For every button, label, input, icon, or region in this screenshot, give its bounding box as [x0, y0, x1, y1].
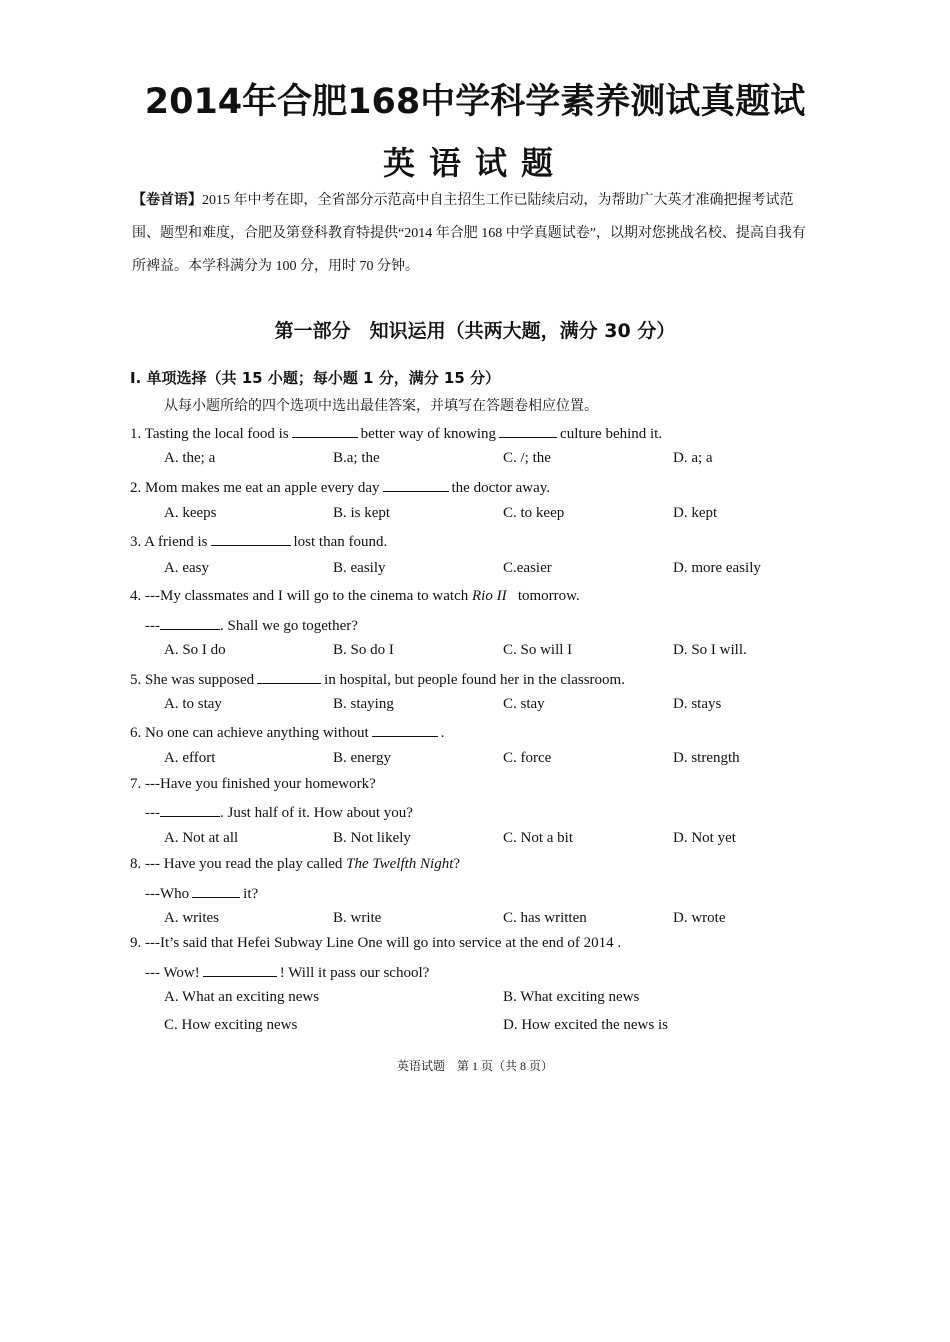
- reply-text: . Just half of it. How about you?: [220, 805, 413, 821]
- option-b: B. is kept: [333, 505, 391, 521]
- option-d: D. stays: [673, 696, 722, 712]
- preface-text: 2015 年中考在即，全省部分示范高中自主招生工作已陆续启动，为帮助广大英才准确把握考试范围、题型和难度，合肥及第登科教育特提供“2014 年合肥 168 中学真题试卷”，以期对您挑战名校、提高自我有所裨益。本学科满分为 100 分，用时 70 分钟。: [132, 193, 806, 274]
- option-a: A. writes: [164, 910, 219, 926]
- option-a: A. easy: [164, 560, 209, 576]
- stem-text: 2. Mom makes me eat an apple every day: [130, 480, 380, 496]
- option-b: B. Not likely: [333, 830, 411, 846]
- option-c: C. /; the: [503, 450, 551, 466]
- option-b: B. energy: [333, 750, 392, 766]
- question-stem: 9. ---It’s said that Hefei Subway Line One will go into service at the end of 2014 .: [130, 935, 622, 951]
- option-a: A. Not at all: [164, 830, 239, 846]
- question-reply: [145, 615, 358, 635]
- answer-blank: [160, 615, 220, 630]
- reply-text: ! Will it pass our school?: [279, 965, 430, 981]
- stem-text: culture behind it.: [560, 426, 663, 442]
- stem-text: lost than found.: [293, 534, 388, 550]
- part-heading: 第一部分 知识运用（共两大题，满分 30 分）: [274, 320, 676, 342]
- option-a: A. the; a: [164, 450, 216, 466]
- page-title: 2014年合肥168中学科学素养测试真题试: [144, 82, 806, 122]
- option-b: B. What exciting news: [503, 989, 640, 1005]
- question-stem: [130, 423, 662, 443]
- stem-text: ?: [453, 856, 461, 872]
- stem-text: 1. Tasting the local food is: [130, 426, 289, 442]
- answer-blank: [192, 883, 240, 898]
- section-heading: I. 单项选择（共 15 小题；每小题 1 分，满分 15 分）: [130, 369, 501, 387]
- stem-text: 3. A friend is: [130, 534, 208, 550]
- option-b: B. write: [333, 910, 382, 926]
- option-a: A. So I do: [164, 642, 226, 658]
- option-b: B. staying: [333, 696, 394, 712]
- question-stem: [130, 722, 444, 742]
- answer-blank: [211, 531, 291, 546]
- option-c: C. So will I: [503, 642, 573, 658]
- stem-text: 8. --- Have you read the play called: [130, 856, 343, 872]
- option-c: C. to keep: [503, 505, 565, 521]
- answer-blank: [372, 722, 438, 737]
- option-d: D. So I will.: [673, 642, 747, 658]
- option-a: A. to stay: [164, 696, 222, 712]
- option-b: B.a; the: [333, 450, 380, 466]
- stem-text: 6. No one can achieve anything without: [130, 725, 369, 741]
- page-subtitle: 英语试题: [382, 144, 567, 182]
- preface-tag: 【卷首语】: [132, 193, 202, 208]
- reply-text: ---: [145, 618, 160, 634]
- answer-blank: [292, 423, 358, 438]
- reply-text: ---Who: [145, 886, 190, 902]
- question-reply: [145, 883, 258, 903]
- question-stem: [130, 669, 625, 689]
- page-footer: 英语试题 第 1 页（共 8 页）: [396, 1059, 553, 1073]
- option-d: D. Not yet: [673, 830, 736, 846]
- stem-text: the doctor away.: [451, 480, 551, 496]
- option-a: A. effort: [164, 750, 216, 766]
- option-d: D. wrote: [673, 910, 726, 926]
- reply-text: it?: [243, 886, 259, 902]
- question-reply: [145, 962, 429, 982]
- option-c: C. force: [503, 750, 552, 766]
- option-d: D. kept: [673, 505, 718, 521]
- stem-text: 4. ---My classmates and I will go to the cinema to watch: [130, 588, 469, 604]
- stem-text: in hospital, but people found her in the classroom.: [324, 672, 625, 688]
- stem-text: tomorrow.: [517, 588, 580, 604]
- option-c: C. How exciting news: [164, 1017, 298, 1033]
- reply-text: . Shall we go together?: [220, 618, 358, 634]
- answer-blank: [499, 423, 557, 438]
- option-a: A. keeps: [164, 505, 217, 521]
- preface-paragraph: [132, 184, 808, 283]
- option-d: D. strength: [673, 750, 740, 766]
- option-d: D. more easily: [673, 560, 761, 576]
- option-b: B. So do I: [333, 642, 394, 658]
- option-c: C. Not a bit: [503, 830, 573, 846]
- question-stem: 7. ---Have you finished your homework?: [130, 776, 376, 792]
- answer-blank: [203, 962, 277, 977]
- option-a: A. What an exciting news: [164, 989, 320, 1005]
- answer-blank: [257, 669, 321, 684]
- option-b: B. easily: [333, 560, 386, 576]
- question-stem: [130, 531, 387, 551]
- option-d: D. a; a: [673, 450, 713, 466]
- reply-text: ---: [145, 805, 160, 821]
- answer-blank: [383, 477, 449, 492]
- stem-italic-title: Rio II: [472, 588, 507, 604]
- question-stem: [130, 588, 580, 605]
- section-instruction: 从每小题所给的四个选项中选出最佳答案，并填写在答题卷相应位置。: [164, 399, 598, 414]
- stem-text: 5. She was supposed: [130, 672, 255, 688]
- stem-italic-title: The Twelfth Night: [346, 856, 454, 872]
- option-c: C.easier: [503, 560, 552, 576]
- answer-blank: [160, 802, 220, 817]
- question-stem: [130, 856, 460, 873]
- option-c: C. stay: [503, 696, 545, 712]
- stem-text: .: [440, 725, 445, 741]
- stem-text: better way of knowing: [360, 426, 497, 442]
- reply-text: --- Wow!: [145, 965, 200, 981]
- option-c: C. has written: [503, 910, 587, 926]
- question-reply: [145, 802, 413, 822]
- option-d: D. How excited the news is: [503, 1017, 668, 1033]
- question-stem: [130, 477, 550, 497]
